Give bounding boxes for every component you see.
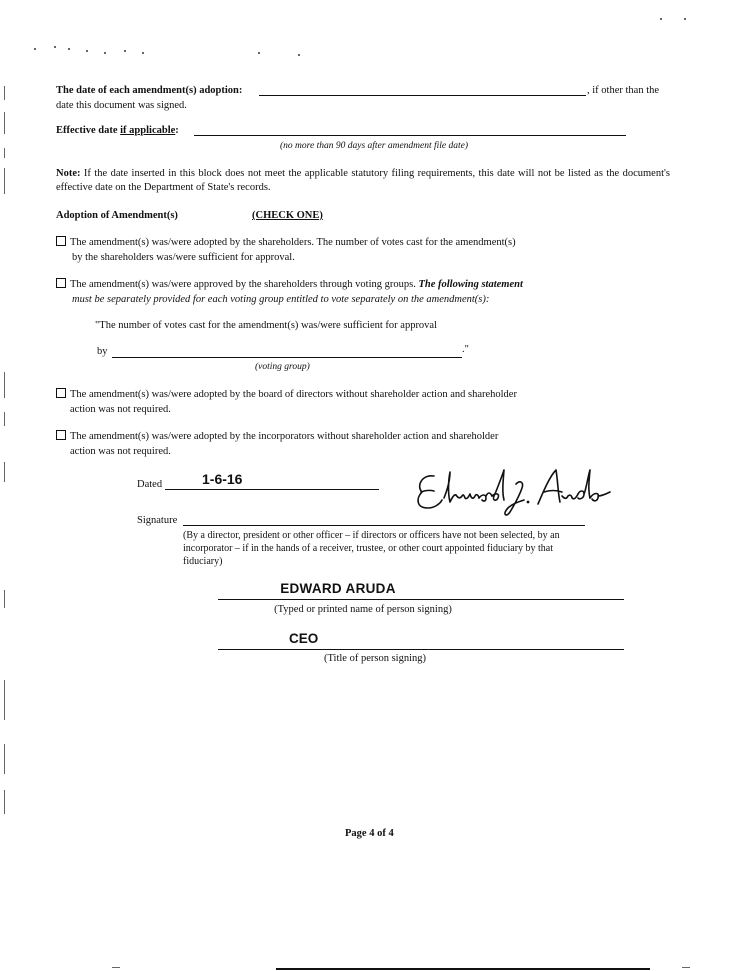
effective-date-field[interactable] bbox=[194, 135, 626, 136]
checkbox-incorporators[interactable] bbox=[56, 430, 66, 440]
bottom-scan-line bbox=[276, 968, 650, 970]
option-voting-groups-cont: must be separately provided for each voting group entitled to vote separately on the amendment(s): bbox=[72, 294, 490, 305]
by-end-quote: ." bbox=[462, 344, 469, 355]
bottom-scan-mark-right bbox=[682, 967, 690, 968]
checkbox-voting-groups[interactable] bbox=[56, 278, 66, 288]
option-shareholders: The amendment(s) was/were adopted by the shareholders. The number of votes cast for the amendment(s) bbox=[56, 236, 616, 250]
option-voting-groups: The amendment(s) was/were approved by the shareholders through voting groups. The following statement bbox=[56, 278, 616, 292]
adoption-date-label: The date of each amendment(s) adoption: bbox=[56, 85, 243, 96]
signature-label: Signature bbox=[137, 515, 178, 526]
signer-title: CEO bbox=[289, 631, 319, 646]
dated-value: 1-6-16 bbox=[202, 471, 243, 487]
option-board: The amendment(s) was/were adopted by the board of directors without shareholder action and shareholder bbox=[56, 388, 616, 402]
option-shareholders-cont: by the shareholders was/were sufficient for approval. bbox=[72, 252, 295, 263]
adoption-header: Adoption of Amendment(s) bbox=[56, 210, 178, 221]
scan-specks bbox=[34, 44, 354, 58]
bottom-scan-mark-left bbox=[112, 967, 120, 968]
signer-title-caption: (Title of person signing) bbox=[324, 653, 426, 664]
adoption-date-suffix: , if other than the bbox=[587, 85, 660, 96]
adoption-date-row bbox=[56, 84, 676, 98]
scan-specks-right bbox=[660, 14, 710, 24]
signer-name-field[interactable] bbox=[218, 599, 624, 600]
note-paragraph: Note: If the date inserted in this block does not meet the applicable statutory filing requirements, this date will not be listed as the document's effective date on the Department of State's records. bbox=[56, 168, 670, 194]
signer-name-caption: (Typed or printed name of person signing) bbox=[274, 604, 452, 615]
votes-quote: "The number of votes cast for the amendment(s) was/were sufficient for approval bbox=[95, 320, 438, 331]
dated-label: Dated bbox=[137, 479, 163, 490]
dated-field[interactable] bbox=[165, 489, 379, 490]
option-incorporators: The amendment(s) was/were adopted by the incorporators without shareholder action and shareholder bbox=[56, 430, 616, 444]
voting-group-field[interactable] bbox=[112, 357, 462, 358]
signer-title-field[interactable] bbox=[218, 649, 624, 650]
signature-note: (By a director, president or other officer – if directors or officers have not been selected, by an incorporator – if in the hands of a receiver, trustee, or other court appointed fiduciary by that fiduciary) bbox=[183, 530, 560, 567]
page-number: Page 4 of 4 bbox=[345, 828, 394, 839]
voting-group-caption: (voting group) bbox=[255, 362, 310, 372]
effective-date-label: Effective date if applicable: bbox=[56, 125, 179, 136]
option-incorporators-cont: action was not required. bbox=[70, 446, 171, 457]
effective-date-note: (no more than 90 days after amendment file date) bbox=[280, 141, 469, 151]
check-one-label: (CHECK ONE) bbox=[252, 210, 323, 221]
by-label: by bbox=[97, 346, 108, 357]
handwritten-signature bbox=[412, 462, 612, 524]
checkbox-board[interactable] bbox=[56, 388, 66, 398]
adoption-date-continuation: date this document was signed. bbox=[56, 100, 187, 111]
signer-name: EDWARD ARUDA bbox=[280, 581, 396, 596]
checkbox-shareholders[interactable] bbox=[56, 236, 66, 246]
option-board-cont: action was not required. bbox=[70, 404, 171, 415]
signature-field[interactable] bbox=[183, 525, 585, 526]
adoption-date-field[interactable] bbox=[259, 95, 586, 96]
